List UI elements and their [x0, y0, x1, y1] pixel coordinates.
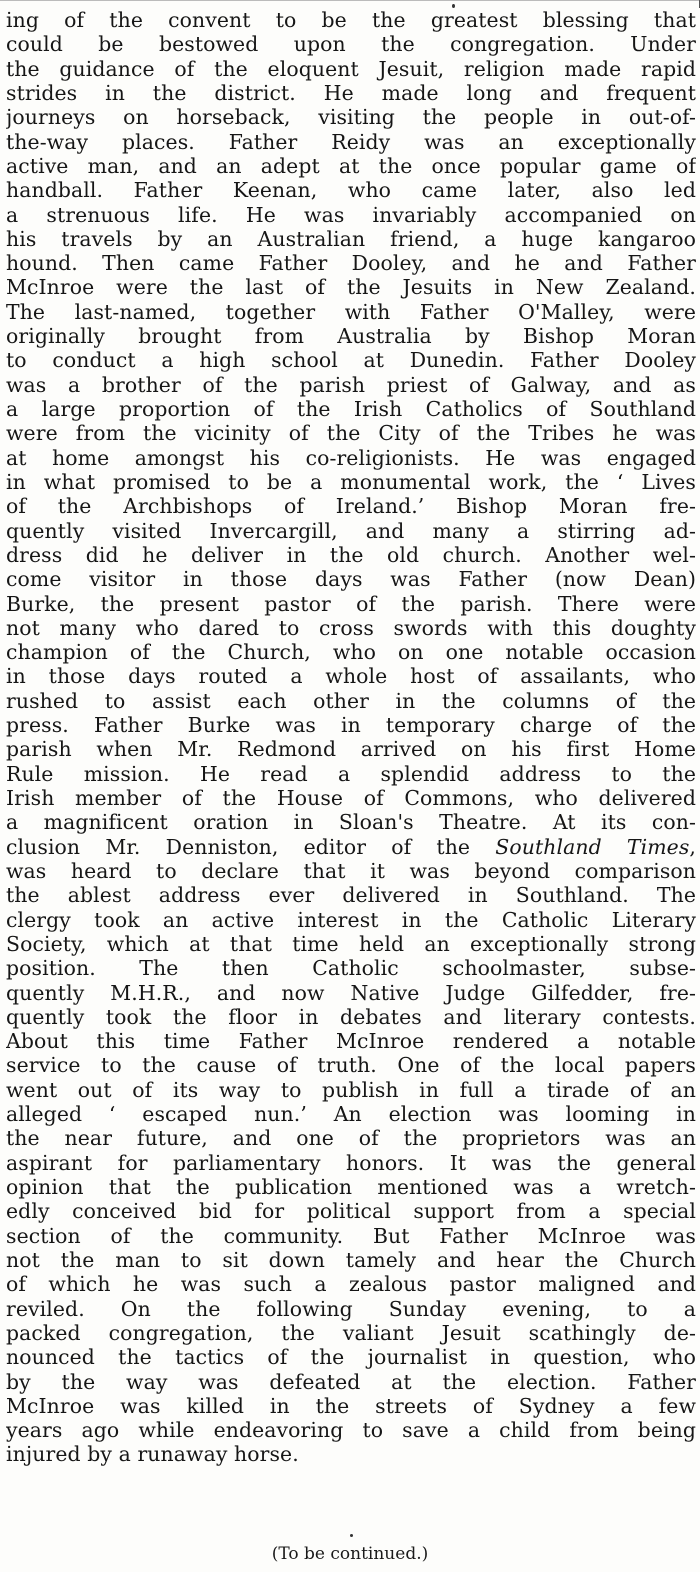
article-line: alleged ‘ escaped nun.’ An election was looming in: [6, 1102, 696, 1127]
article-line: went out of its way to publish in full a tirade of an: [6, 1077, 696, 1102]
article-line: hound. Then came Father Dooley, and he and Father: [6, 251, 696, 276]
article-line: section of the community. But Father McInroe was: [6, 1223, 696, 1248]
article-line: by the way was defeated at the election. Father: [6, 1369, 696, 1394]
article-line: aspirant for parliamentary honors. It was the general: [6, 1150, 696, 1175]
article-line: was heard to declare that it was beyond comparison: [6, 858, 696, 883]
top-border-rule: [0, 0, 700, 1]
article-line: strides in the district. He made long and frequent: [6, 80, 696, 105]
article-line: the guidance of the eloquent Jesuit, religion made rapid: [6, 56, 696, 81]
article-line: the ablest address ever delivered in Southland. The: [6, 883, 696, 908]
article-line: McInroe was killed in the streets of Sydney a few: [6, 1393, 696, 1418]
article-line: edly conceived bid for political support from a special: [6, 1199, 696, 1224]
article-line: quently visited Invercargill, and many a stirring ad-: [6, 518, 696, 543]
article-line: was a brother of the parish priest of Galway, and as: [6, 372, 696, 397]
article-line: could be bestowed upon the congregation. Under: [6, 32, 696, 57]
article-line: of which he was such a zealous pastor maligned and: [6, 1272, 696, 1297]
article-line: the-way places. Father Reidy was an exceptionally: [6, 129, 696, 154]
article-line: a large proportion of the Irish Catholics of Southland: [6, 397, 696, 421]
article-line: to conduct a high school at Dunedin. Father Dooley: [6, 348, 696, 373]
article-line: of the Archbishops of Ireland.’ Bishop Moran fre-: [6, 494, 696, 519]
article-line: clusion Mr. Denniston, editor of the Southland Times,: [6, 834, 696, 859]
article-line: handball. Father Keenan, who came later, also led: [6, 178, 696, 203]
article-line: the near future, and one of the proprietors was an: [6, 1126, 696, 1151]
article-line: a magnificent oration in Sloan's Theatre. At its con-: [6, 810, 696, 835]
article-line: not many who dared to cross swords with this doughty: [6, 615, 696, 640]
article-line: rushed to assist each other in the columns of the: [6, 688, 696, 713]
article-line: press. Father Burke was in temporary charge of the: [6, 713, 696, 738]
article-line: ing of the convent to be the greatest blessing that: [6, 8, 696, 32]
article-line: packed congregation, the valiant Jesuit scathingly de-: [6, 1320, 696, 1345]
article-line: clergy took an active interest in the Catholic Literary: [6, 907, 696, 932]
article-line: service to the cause of truth. One of the local papers: [6, 1053, 696, 1078]
article-line: in what promised to be a monumental work, the ‘ Lives: [6, 469, 696, 494]
article-line: at home amongst his co-religionists. He was engaged: [6, 445, 696, 470]
article-line: quently took the floor in debates and literary contests.: [6, 1004, 696, 1029]
article-line: his travels by an Australian friend, a huge kangaroo: [6, 226, 696, 251]
article-line: dress did he deliver in the old church. Another wel-: [6, 542, 696, 567]
to-be-continued-note: (To be continued.): [271, 1544, 429, 1564]
article-line: not the man to sit down tamely and hear the Church: [6, 1247, 696, 1272]
article-line: Irish member of the House of Commons, who delivered: [6, 786, 696, 810]
article-line: were from the vicinity of the City of the Tribes he was: [6, 421, 696, 446]
article-line: quently M.H.R., and now Native Judge Gilfedder, fre-: [6, 980, 696, 1005]
article-line: originally brought from Australia by Bishop Moran: [6, 324, 696, 349]
article-line: injured by a runaway horse.: [6, 1442, 299, 1467]
article-line: years ago while endeavoring to save a child from being: [6, 1418, 696, 1443]
article-line: reviled. On the following Sunday evening, to a: [6, 1296, 696, 1321]
article-line: in those days routed a whole host of assailants, who: [6, 664, 696, 689]
article-line: About this time Father McInroe rendered a notable: [6, 1029, 696, 1054]
article-line: champion of the Church, who on one notable occasion: [6, 640, 696, 665]
article-line: Burke, the present pastor of the parish. There were: [6, 591, 696, 616]
article-line: nounced the tactics of the journalist in question, who: [6, 1345, 696, 1370]
article-line: opinion that the publication mentioned was a wretch-: [6, 1175, 696, 1199]
article-line: Rule mission. He read a splendid address to the: [6, 761, 696, 786]
article-column: [6, 8, 696, 1467]
article-line: McInroe were the last of the Jesuits in New Zealand.: [6, 275, 696, 300]
article-line: come visitor in those days was Father (now Dean): [6, 567, 696, 592]
article-line: a strenuous life. He was invariably accompanied on: [6, 202, 696, 227]
print-speck-top: [452, 4, 455, 8]
article-line: parish when Mr. Redmond arrived on his first Home: [6, 737, 696, 762]
print-speck-bottom: [350, 1534, 353, 1537]
article-line: active man, and an adept at the once popular game of: [6, 153, 696, 178]
article-line: The last-named, together with Father O'Malley, were: [6, 299, 696, 324]
article-line: Society, which at that time held an exceptionally strong: [6, 931, 696, 956]
article-line: journeys on horseback, visiting the people in out-of-: [6, 105, 696, 130]
article-line: position. The then Catholic schoolmaster, subse-: [6, 956, 696, 981]
newspaper-title: Southland Times: [495, 834, 690, 859]
